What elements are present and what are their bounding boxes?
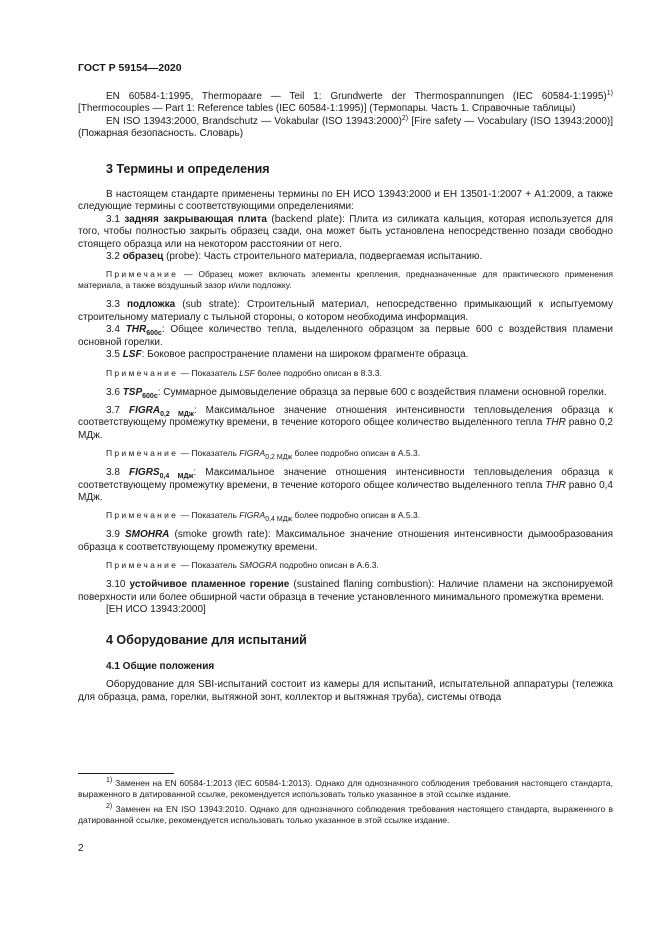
note-text: — Образец может включать элементы крепления, предназначенные для практического применения материала, а также воздушный зазор и/или подложку. [78,269,613,291]
term-3-1 [78,214,613,251]
term-definition: (smoke growth rate): Максимальное значение отношения интенсивности дымообразования образца к соответствующему промежутку времени. [78,529,613,553]
term-name: FIGRA [128,404,161,416]
term-number: 3.2 [106,251,123,263]
term-number: 3.9 [106,529,125,541]
term-number: 3.3 [106,299,127,311]
note-text: более подробно описан в А.5.3. [292,510,421,521]
term-3-9 [78,529,613,554]
term-3-4 [78,324,613,349]
note-text: более подробно описан в А.5.3. [292,448,421,459]
note-subscript: 0,2 МДж [265,454,293,462]
footnotes [78,778,613,830]
term-number: 3.8 [106,467,130,479]
term-3-2 [78,251,613,263]
section-4-1-paragraph: Оборудование для SBI-испытаний состоит из камеры для испытаний, испытательной аппаратуры (тележка для образца, рама, горелки, вытяжной зонт, коллектор и вытяжная труба), системы отвода [78,679,613,703]
note-italic: LSF [239,367,255,378]
note-text: — Показатель [178,560,240,571]
term-italic: THR [545,417,566,429]
term-subscript: 600c [142,392,158,400]
footnote-mark: 2) [106,803,113,810]
page-number: 2 [78,843,84,854]
term-definition: : Боковое распространение пламени на широком фрагменте образца. [141,349,469,361]
term-name: SMOHRA [124,529,170,541]
term-number: 3.4 [106,324,126,336]
term-number: 3.1 [106,213,125,225]
footnote-1 [78,778,613,800]
note-3-5 [78,368,613,379]
note-text: — Показатель [178,367,240,378]
section-4-title: 4 Оборудование для испытаний [106,633,307,648]
term-definition-tail: равно 0,2 МДж. [78,417,613,441]
term-definition: (sub strate): Строительный материал, непосредственно примыкающий к испытуемому строительному материалу с тыльной стороны, о котором необходима информация. [78,299,613,323]
subsection-4-1-title: 4.1 Общие положения [106,660,215,672]
reference-tail: [Fire safety — Vocabulary (ISO 13943:2000)] (Пожарная безопасность. Словарь) [78,115,613,140]
footnote-mark: 1) [606,90,613,97]
note-label: Примечание [106,560,179,571]
reference-text: EN 60584-1:1995, Thermopaare — Teil 1: Grundwerte der Thermospannungen (IEC 60584-1:1995) [106,91,607,102]
term-name: задняя закрывающая плита [124,213,267,225]
term-definition: : Суммарное дымовыделение образца за первые 600 с воздействия пламени основной горелки. [157,386,607,398]
note-label: Примечание [106,448,179,459]
reference-tail: [Thermocouples — Part 1: Reference tables (IEC 60584-1:1995)] (Термопары. Часть 1. Справочные таблицы) [78,103,576,115]
term-italic: THR [545,479,566,491]
footnote-divider [78,773,174,774]
term-subscript: 600c [146,330,162,338]
reference-en-60584 [78,91,613,116]
page-content [78,91,613,704]
standard-header: ГОСТ Р 59154—2020 [78,62,182,74]
footnote-mark: 1) [106,777,113,784]
note-text: — Показатель [178,510,240,521]
term-3-3 [78,299,613,324]
term-definition: : Максимальное значение отношения интенсивности тепловыделения образца к соответствующему промежутку времени, в течение которого общее количество выделенного тепла [78,467,613,491]
term-definition: (sustained flaning combustion): Наличие пламени на экспонируемой поверхности или более обширной части образца в течение установленного минимального промежутка времени. [78,579,613,603]
note-subscript: 0,4 МДж [265,516,293,524]
term-number: 3.5 [106,349,123,361]
section-3-title: 3 Термины и определения [106,161,270,176]
note-text: более подробно описан в 8.3.3. [254,367,382,378]
term-definition: (probe): Часть строительного материала, подвергаемая испытанию. [163,251,483,263]
note-italic: FIGRA [239,448,266,459]
reference-en-iso-13943 [78,116,613,141]
note-3-2 [78,269,613,291]
term-number: 3.10 [106,579,130,591]
term-number: 3.7 [106,404,129,416]
term-definition-tail: равно 0,4 МДж. [78,479,613,503]
term-3-5 [78,349,613,361]
note-label: Примечание [106,367,179,378]
note-label: Примечание [106,510,179,521]
footnote-text: Заменен на EN 60584-1:2013 (IEC 60584-1:2013). Однако для однозначного соблюдения требования настоящего стандарта, выраженного в датированной ссылке, рекомендуется использовать только указанное в этой ссылке издание. [78,778,613,799]
note-3-7 [78,448,613,462]
term-name: THR [125,324,147,336]
term-name: TSP [122,386,143,398]
note-italic: SMOGRA [239,560,278,571]
note-italic: FIGRA [239,510,266,521]
term-3-10-source: [ЕН ИСО 13943:2000] [106,603,206,615]
term-subscript: 0,2 МДж [160,410,194,418]
note-text: подробно описан в А.6.3. [277,560,379,571]
note-label: Примечание [106,269,179,280]
term-3-10 [78,579,613,604]
term-name: устойчивое пламенное горение [129,579,290,591]
term-3-8 [78,467,613,504]
footnote-mark: 2) [401,114,409,122]
term-3-6 [78,387,613,399]
term-name: образец [122,251,164,263]
footnote-text: Заменен на EN ISO 13943:2010. Однако для однозначного соблюдения требования настоящего стандарта, выраженного в датированной ссылке, рекомендуется использовать только указанное в этой ссылке издание. [78,804,613,825]
footnote-2 [78,804,613,826]
term-definition: (backend plate): Плита из силиката кальция, которая используется для того, чтобы полностью закрыть образец сзади, она может быть установлена непосредственно позади свободно стоящего образца или на некотором расстоянии от него. [78,213,613,250]
term-definition: : Максимальное значение отношения интенсивности тепловыделения образца к соответствующему промежутку времени, в течение которого общее количество выделенного тепла [78,404,613,429]
reference-text: EN ISO 13943:2000, Brandschutz — Vokabular (ISO 13943:2000) [106,115,402,127]
note-3-9 [78,560,613,571]
term-definition: : Общее количество тепла, выделенного образцом за первые 600 с воздействия пламени основной горелки. [78,324,613,348]
term-name: LSF [122,349,142,361]
term-subscript: 0,4 МДж [159,473,194,481]
note-3-8 [78,510,613,524]
term-number: 3.6 [106,386,123,398]
section-3-intro: В настоящем стандарте применены термины по ЕН ИСО 13943:2000 и ЕН 13501-1:2007 + А1:2009, а также следующие термины с соответствующими определениями: [78,189,613,213]
term-3-7 [78,405,613,442]
term-name: подложка [126,299,176,311]
term-name: FIGRS [129,467,160,479]
note-text: — Показатель [178,448,240,459]
